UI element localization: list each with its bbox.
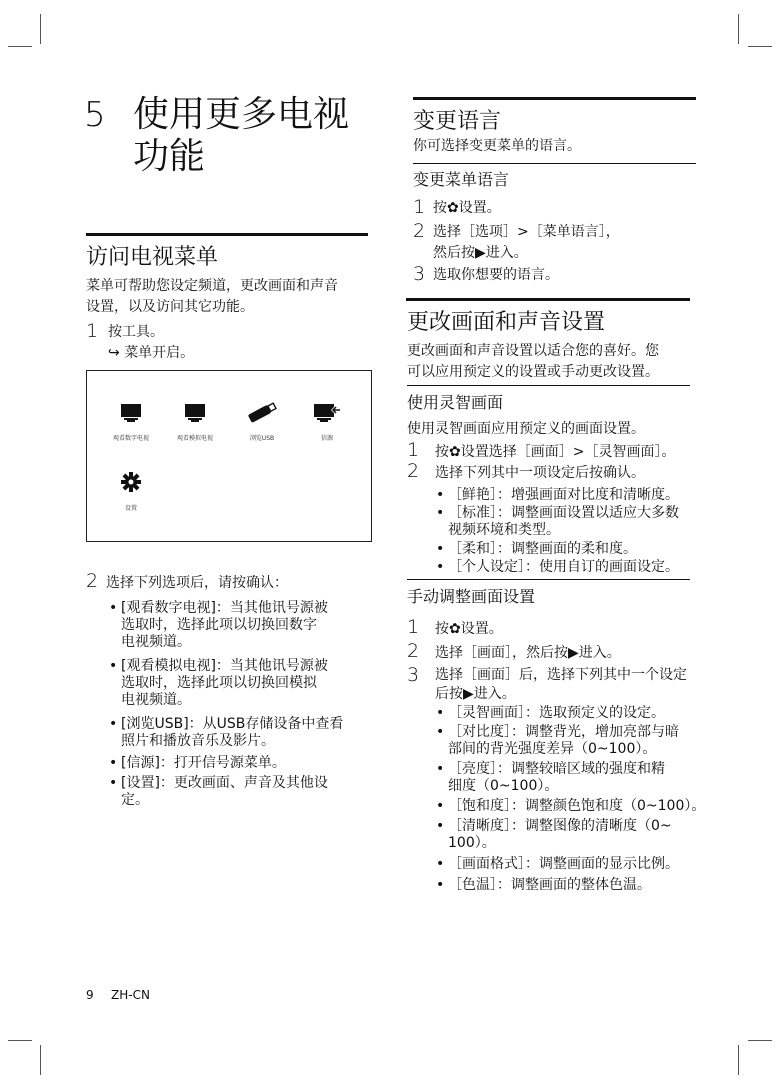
menu-item-usb <box>232 401 292 442</box>
chapter-title <box>133 94 349 178</box>
section-rule <box>86 233 368 236</box>
list-item-line: [设置]：更改画面、声音及其他设 <box>121 775 328 791</box>
list-item-line: ［个人设定］：使用自订的画面设定。 <box>448 559 679 575</box>
list-item-line: ［柔和］：调整画面的柔和度。 <box>448 541 637 557</box>
list-item: • ［亮度］：调整较暗区域的强度和精 细度（0~100）。 <box>436 761 665 794</box>
crop-mark <box>8 46 32 47</box>
step-result-text: 菜单开启。 <box>124 345 195 361</box>
step-number: 1 <box>407 439 420 461</box>
step-number: 2 <box>407 460 420 482</box>
intro-line: 更改画面和声音设置以适合您的喜好。您 <box>407 343 659 359</box>
list-item: • ［饱和度］：调整颜色饱和度（0~100）。 <box>436 798 706 814</box>
menu-item-label: 信源 <box>320 435 333 442</box>
menu-item-settings <box>101 471 161 512</box>
step-text-line: 选择［画面］后，选择下列其中一个设定 <box>435 667 687 683</box>
crop-mark <box>748 1040 772 1041</box>
list-item: • ［鲜艳］：增强画面对比度和清晰度。 <box>436 487 679 503</box>
step-number: 1 <box>407 616 420 638</box>
subsection-rule <box>407 385 690 386</box>
list-item: • [设置]：更改画面、声音及其他设 定。 <box>109 775 328 808</box>
step-text-line: 选择［选项］>［菜单语言］， <box>433 224 620 240</box>
list-item-line: ［亮度］：调整较暗区域的强度和精 <box>448 761 665 777</box>
step-text: 按✿设置选择［画面］>［灵智画面］。 <box>435 444 676 460</box>
section-rule <box>406 298 690 301</box>
crop-mark <box>748 46 772 47</box>
crop-mark <box>738 14 739 44</box>
step-result: ↪ 菜单开启。 <box>108 345 195 361</box>
list-item: • ［画面格式］：调整画面的显示比例。 <box>436 856 679 872</box>
step-number: 3 <box>413 263 426 285</box>
language-code: ZH-CN <box>111 988 150 1002</box>
menu-item-source <box>297 403 357 442</box>
chapter-title-line: 使用更多电视 <box>133 94 350 135</box>
list-item: • ［柔和］：调整画面的柔和度。 <box>436 541 637 557</box>
list-item-line: ［画面格式］：调整画面的显示比例。 <box>448 856 679 872</box>
step-text-line: 后按▶进入。 <box>435 686 516 702</box>
menu-item-label: 观看数字电视 <box>112 435 149 442</box>
list-item-line: [观看模拟电视]：当其他讯号源被 <box>121 658 328 674</box>
list-item-line: 视频环境和类型。 <box>448 522 560 538</box>
page-number: 9 <box>86 988 94 1002</box>
list-item-line: ［对比度］：调整背光，增加亮部与暗 <box>448 724 679 740</box>
list-item-line: ［灵智画面］：选取预定义的设定。 <box>448 705 665 721</box>
list-item: • ［对比度］：调整背光，增加亮部与暗 部间的背光强度差异（0~100）。 <box>436 724 679 757</box>
step-number: 1 <box>86 320 99 342</box>
menu-item-label: 浏览USB <box>249 435 275 442</box>
step-number: 1 <box>413 196 426 218</box>
list-item: • [浏览USB]：从USB存储设备中查看 照片和播放音乐及影片。 <box>109 716 344 749</box>
gear-icon <box>120 471 142 493</box>
crop-mark <box>40 1045 41 1075</box>
source-icon <box>313 403 341 423</box>
step-number: 2 <box>413 220 426 242</box>
menu-item-analog-tv <box>165 403 225 442</box>
step-text: 按工具。 <box>108 324 164 340</box>
intro-line: 菜单可帮助您设定频道，更改画面和声音 <box>86 278 338 294</box>
list-item-line: ［标准］：调整画面设置以适应大多数 <box>448 505 679 521</box>
list-item: • ［清晰度］：调整图像的清晰度（0~ 100）。 <box>436 818 672 851</box>
section-rule <box>413 97 696 100</box>
section-intro: 你可选择变更菜单的语言。 <box>413 138 581 154</box>
crop-mark <box>738 1045 739 1075</box>
list-item-line: 电视频道。 <box>121 634 191 650</box>
list-item-line: [信源]：打开信号源菜单。 <box>121 755 286 771</box>
monitor-icon <box>184 403 206 423</box>
step-text <box>435 666 687 704</box>
menu-item-label: 设置 <box>124 505 137 512</box>
list-item-line: ［色温］：调整画面的整体色温。 <box>448 877 651 893</box>
list-item: • [观看模拟电视]：当其他讯号源被 选取时，选择此项以切换回模拟 电视频道。 <box>109 658 328 708</box>
intro-line: 设置，以及访问其它功能。 <box>86 299 254 315</box>
list-item-line: 电视频道。 <box>121 692 191 708</box>
list-item: • ［灵智画面］：选取预定义的设定。 <box>436 705 665 721</box>
step-text: 选取你想要的语言。 <box>433 267 559 283</box>
list-item: • ［色温］：调整画面的整体色温。 <box>436 877 651 893</box>
step-text-line: 然后按▶进入。 <box>433 245 528 261</box>
menu-screenshot <box>86 370 372 542</box>
list-item: • ［个人设定］：使用自订的画面设定。 <box>436 559 679 575</box>
list-item-line: 选取时，选择此项以切换回模拟 <box>121 675 317 691</box>
step-text: 选择下列其中一项设定后按确认。 <box>435 465 645 481</box>
intro-line: 可以应用预定义的设置或手动更改设置。 <box>407 364 659 380</box>
usb-icon <box>245 401 279 423</box>
list-item-line: 选取时，选择此项以切换回数字 <box>121 617 317 633</box>
step-number: 2 <box>86 570 99 592</box>
step-text: 选择下列选项后，请按确认： <box>106 575 288 591</box>
crop-mark <box>8 1040 32 1041</box>
step-text: 按✿设置。 <box>435 621 503 637</box>
list-item-line: [浏览USB]：从USB存储设备中查看 <box>121 716 344 732</box>
list-item-line: 部间的背光强度差异（0~100）。 <box>448 741 657 757</box>
step-number: 2 <box>407 640 420 662</box>
list-item-line: ［饱和度］：调整颜色饱和度（0~100）。 <box>448 798 706 814</box>
list-item-line: 100）。 <box>448 835 496 851</box>
list-item-line: 定。 <box>121 792 149 808</box>
list-item-line: ［清晰度］：调整图像的清晰度（0~ <box>448 818 672 834</box>
step-text: 选择［画面］，然后按▶进入。 <box>435 645 621 661</box>
list-item-line: ［鲜艳］：增强画面对比度和清晰度。 <box>448 487 679 503</box>
section-title: 更改画面和声音设置 <box>407 310 606 335</box>
subsection-rule <box>407 579 690 580</box>
crop-mark <box>40 14 41 44</box>
step-number: 3 <box>407 664 420 686</box>
section-intro <box>407 341 659 383</box>
subsection-rule <box>413 163 696 164</box>
chapter-number: 5 <box>84 95 106 135</box>
subsection-title: 使用灵智画面 <box>407 393 504 412</box>
menu-item-digital-tv <box>101 403 161 442</box>
section-title: 访问电视菜单 <box>86 245 219 270</box>
list-item-line: 细度（0~100）。 <box>448 778 559 794</box>
subsection-title: 变更菜单语言 <box>413 170 510 189</box>
step-text <box>433 222 620 264</box>
list-item: • ［标准］：调整画面设置以适应大多数 视频环境和类型。 <box>436 505 679 538</box>
list-item-line: [观看数字电视]：当其他讯号源被 <box>121 600 328 616</box>
monitor-icon <box>120 403 142 423</box>
chapter-title-line: 功能 <box>133 136 206 177</box>
section-intro <box>86 276 338 318</box>
list-item-line: 照片和播放音乐及影片。 <box>121 733 275 749</box>
list-item: • [信源]：打开信号源菜单。 <box>109 755 286 771</box>
section-title: 变更语言 <box>413 109 502 134</box>
subsection-intro: 使用灵智画面应用预定义的画面设置。 <box>407 421 645 437</box>
list-item: • [观看数字电视]：当其他讯号源被 选取时，选择此项以切换回数字 电视频道。 <box>109 600 328 650</box>
menu-item-label: 观看模拟电视 <box>176 435 213 442</box>
subsection-title: 手动调整画面设置 <box>407 587 536 606</box>
step-text: 按✿设置。 <box>433 200 501 216</box>
